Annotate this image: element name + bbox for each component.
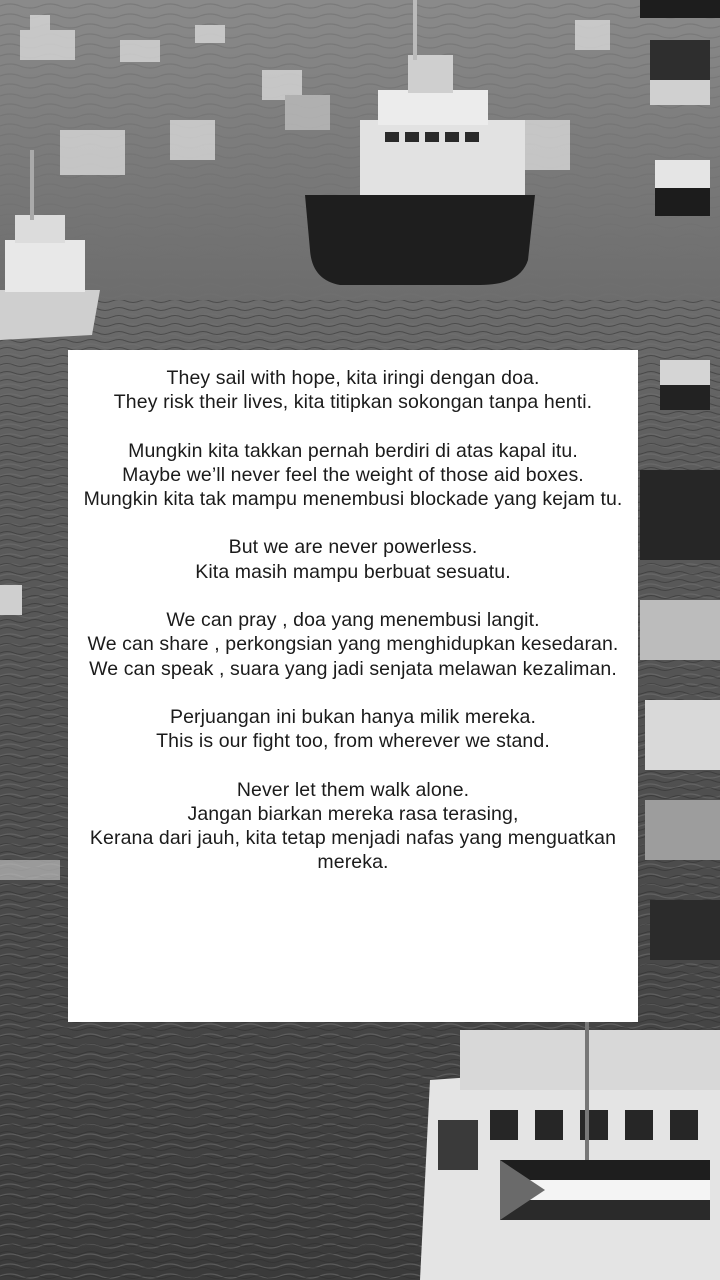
poem-line: Mungkin kita tak mampu menembusi blockade yang kejam tu. [83, 488, 623, 511]
poem-line: Mungkin kita takkan pernah berdiri di atas kapal itu. [128, 439, 578, 462]
poem-card [68, 350, 638, 1022]
poem-line: They risk their lives, kita titipkan sokongan tanpa henti. [113, 391, 593, 414]
poem-line: We can speak , suara yang jadi senjata melawan kezaliman. [89, 657, 617, 680]
poem-line: We can share , perkongsian yang menghidupkan kesedaran. [87, 633, 619, 656]
poem-line: Kita masih mampu berbuat sesuatu. [195, 560, 511, 583]
bottom-ship [420, 1010, 720, 1280]
poem-line: Kerana dari jauh, kita tetap menjadi nafas yang menguatkan mereka. [89, 827, 617, 874]
poem-stanza [82, 705, 624, 754]
poem-line: They sail with hope, kita iringi dengan doa. [166, 367, 540, 389]
poem-line: But we are never powerless. [228, 536, 478, 559]
poem-line: Jangan biarkan mereka rasa terasing, [187, 802, 519, 825]
poem-stanza [82, 439, 624, 512]
poem-line: We can pray , doa yang menembusi langit. [166, 609, 540, 632]
poem-line: Perjuangan ini bukan hanya milik mereka. [169, 705, 537, 728]
poem-stanza [82, 535, 624, 584]
poem-line: Maybe we’ll never feel the weight of those aid boxes. [122, 463, 584, 486]
poem-line: This is our fight too, from wherever we stand. [156, 730, 550, 753]
poem-stanza [82, 608, 624, 681]
poem-stanza [82, 778, 624, 875]
poem-stanza [82, 366, 624, 415]
poem-line: Never let them walk alone. [236, 778, 470, 801]
